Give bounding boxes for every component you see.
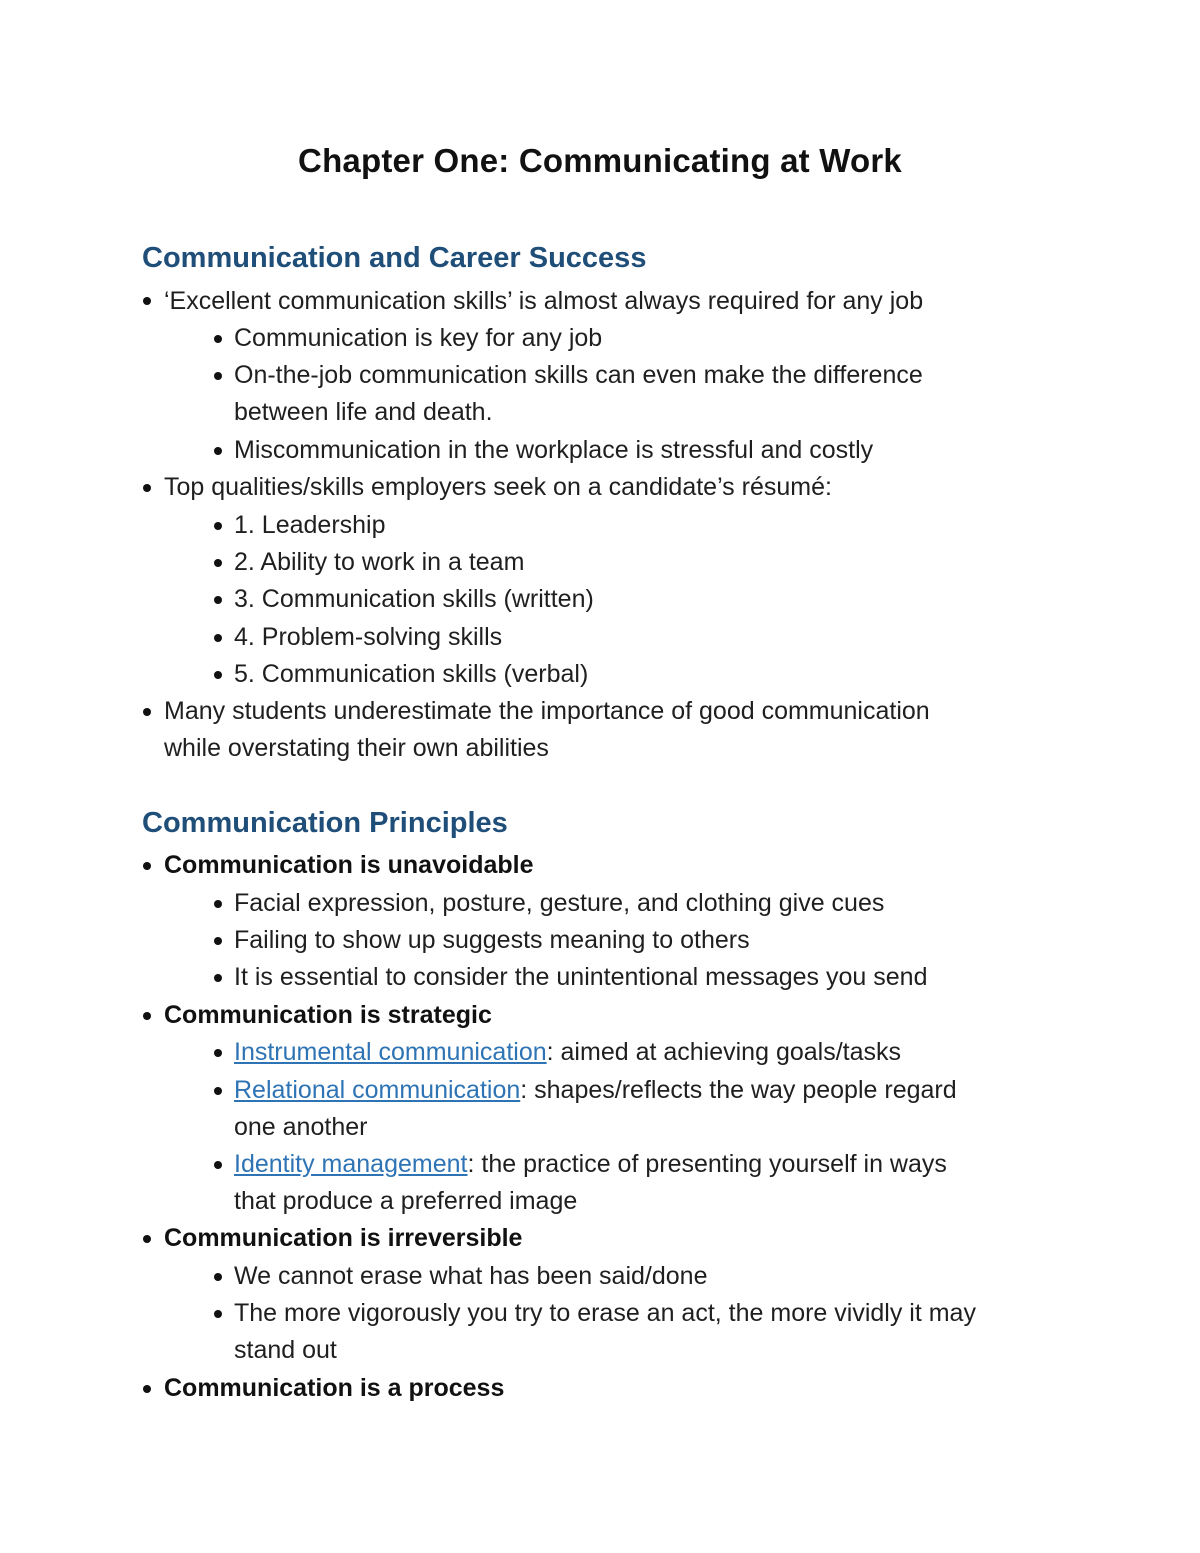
bullet-dot xyxy=(214,1049,222,1057)
instrumental-communication-link[interactable]: Instrumental communication xyxy=(234,1038,547,1066)
bullet-dot xyxy=(214,1310,222,1318)
bullet-dot xyxy=(214,335,222,343)
list-item: 5. Communication skills (verbal) xyxy=(234,660,589,688)
list-item: 3. Communication skills (written) xyxy=(234,585,594,613)
list-item-continuation: one another xyxy=(234,1113,368,1141)
list-item: Communication is key for any job xyxy=(234,324,603,352)
bullet-dot xyxy=(143,1385,151,1393)
principle-item: Communication is irreversible xyxy=(164,1224,523,1252)
definition-text: : aimed at achieving goals/tasks xyxy=(546,1038,901,1066)
page-title: Chapter One: Communicating at Work xyxy=(298,142,902,179)
list-item: The more vigorously you try to erase an act, the more vividly it may xyxy=(234,1299,976,1327)
list-item: Many students underestimate the importance of good communication xyxy=(164,697,930,725)
definition-text: : the practice of presenting yourself in ways xyxy=(467,1150,947,1178)
principle-item: Communication is a process xyxy=(164,1374,505,1402)
bullet-dot xyxy=(214,1273,222,1281)
bullet-dot xyxy=(143,1235,151,1243)
list-item xyxy=(234,1074,957,1106)
bullet-dot xyxy=(214,559,222,567)
list-item-continuation: between life and death. xyxy=(234,398,493,426)
list-item: On-the-job communication skills can even make the difference xyxy=(234,361,923,389)
identity-management-link[interactable]: Identity management xyxy=(234,1150,468,1178)
bullet-dot xyxy=(143,297,151,305)
list-item: Miscommunication in the workplace is stressful and costly xyxy=(234,436,874,464)
list-item: 2. Ability to work in a team xyxy=(234,548,525,576)
section-heading-career-success: Communication and Career Success xyxy=(142,242,647,274)
bullet-dot xyxy=(214,596,222,604)
list-item xyxy=(234,1148,947,1180)
list-item xyxy=(234,1036,901,1068)
list-item: Top qualities/skills employers seek on a candidate’s résumé: xyxy=(164,473,832,501)
list-item: 1. Leadership xyxy=(234,511,386,539)
bullet-dot xyxy=(143,862,151,870)
list-item: ‘Excellent communication skills’ is almost always required for any job xyxy=(164,287,924,315)
bullet-dot xyxy=(214,974,222,982)
bullet-dot xyxy=(143,1012,151,1020)
list-item: 4. Problem-solving skills xyxy=(234,623,503,651)
list-item-continuation: while overstating their own abilities xyxy=(164,734,549,762)
list-item: Failing to show up suggests meaning to others xyxy=(234,926,750,954)
definition-text: : shapes/reflects the way people regard xyxy=(520,1076,957,1104)
principle-item: Communication is strategic xyxy=(164,1001,492,1029)
bullet-dot xyxy=(214,522,222,530)
bullet-dot xyxy=(214,372,222,380)
bullet-dot xyxy=(214,447,222,455)
list-item: It is essential to consider the unintentional messages you send xyxy=(234,963,928,991)
bullet-dot xyxy=(214,937,222,945)
bullet-dot xyxy=(143,708,151,716)
bullet-dot xyxy=(143,484,151,492)
list-item: Facial expression, posture, gesture, and clothing give cues xyxy=(234,889,885,917)
bullet-dot xyxy=(214,671,222,679)
relational-communication-link[interactable]: Relational communication xyxy=(234,1076,521,1104)
bullet-dot xyxy=(214,900,222,908)
list-item: We cannot erase what has been said/done xyxy=(234,1262,708,1290)
bullet-dot xyxy=(214,1161,222,1169)
principle-item: Communication is unavoidable xyxy=(164,851,534,879)
list-item-continuation: stand out xyxy=(234,1336,337,1364)
bullet-dot xyxy=(214,1087,222,1095)
bullet-dot xyxy=(214,634,222,642)
list-item-continuation: that produce a preferred image xyxy=(234,1187,578,1215)
section-heading-principles: Communication Principles xyxy=(142,807,508,839)
